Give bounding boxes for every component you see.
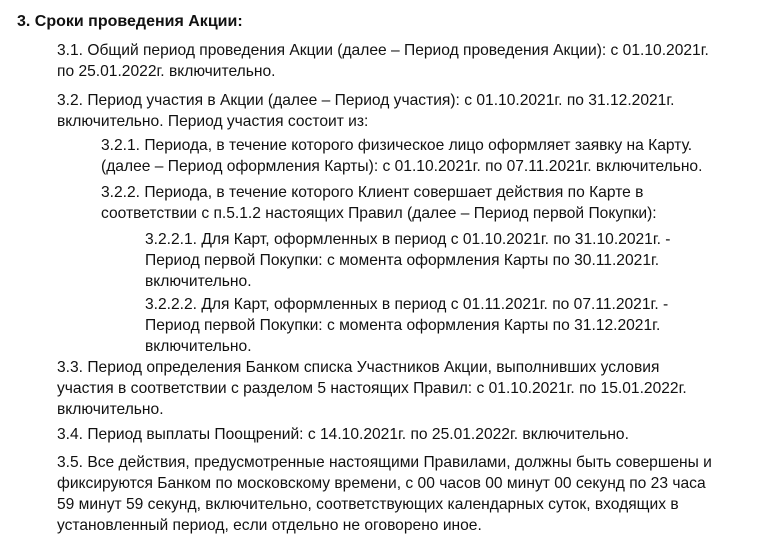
clause-line: по 25.01.2022г. включительно.: [57, 63, 276, 80]
clause-line: включительно. Период участия состоит из:: [57, 113, 369, 130]
clause-line: включительно.: [145, 273, 252, 290]
clause-line: 3.5. Все действия, предусмотренные настоящими Правилами, должны быть совершены и: [57, 454, 712, 471]
clause-line: 3.2.2. Периода, в течение которого Клиент совершает действия по Карте в: [101, 184, 644, 201]
clause-line: (далее – Период оформления Карты): с 01.10.2021г. по 07.11.2021г. включительно.: [101, 158, 703, 175]
clause-line: установленный период, если отдельно не оговорено иное.: [57, 517, 482, 534]
clause-line: 3.3. Период определения Банком списка Участников Акции, выполнивших условия: [57, 359, 660, 376]
clause-line: соответствии с п.5.1.2 настоящих Правил (далее – Период первой Покупки):: [101, 205, 657, 222]
clause-3-5: [57, 452, 712, 536]
clause-line: Период первой Покупки: с момента оформления Карты по 30.11.2021г.: [145, 252, 660, 269]
clause-line: 3.1. Общий период проведения Акции (далее – Период проведения Акции): с 01.10.2021г.: [57, 42, 709, 59]
clause-3-3: [57, 357, 687, 420]
clause-line: 3.2. Период участия в Акции (далее – Период участия): с 01.10.2021г. по 31.12.2021г.: [57, 92, 675, 109]
clause-line: 3.4. Период выплаты Поощрений: с 14.10.2021г. по 25.01.2022г. включительно.: [57, 426, 629, 443]
clause-3-2-1: [101, 135, 702, 177]
clause-line: 3.2.2.1. Для Карт, оформленных в период с 01.10.2021г. по 31.10.2021г. -: [145, 231, 671, 248]
clause-3-1: [57, 40, 709, 82]
clause-line: участия в соответствии с разделом 5 настоящих Правил: с 01.10.2021г. по 15.01.2022г.: [57, 380, 687, 397]
clause-line: Период первой Покупки: с момента оформления Карты по 31.12.2021г.: [145, 317, 661, 334]
clause-3-2-2-1: [145, 229, 671, 292]
clause-3-4: [57, 424, 629, 445]
clause-line: 3.2.2.2. Для Карт, оформленных в период с 01.11.2021г. по 07.11.2021г. -: [145, 296, 669, 313]
section-heading: 3. Сроки проведения Акции:: [17, 13, 243, 30]
clause-line: 59 минут 59 секунд, включительно, соответствующих календарных суток, входящих в: [57, 496, 679, 513]
clause-3-2-2-2: [145, 294, 668, 357]
clause-3-2: [57, 90, 674, 132]
clause-line: включительно.: [57, 401, 164, 418]
clause-line: фиксируются Банком по московскому времени, с 00 часов 00 минут 00 секунд по 23 часа: [57, 475, 706, 492]
clause-3-2-2: [101, 182, 657, 224]
clause-line: 3.2.1. Периода, в течение которого физическое лицо оформляет заявку на Карту.: [101, 137, 693, 154]
clause-line: включительно.: [145, 338, 252, 355]
